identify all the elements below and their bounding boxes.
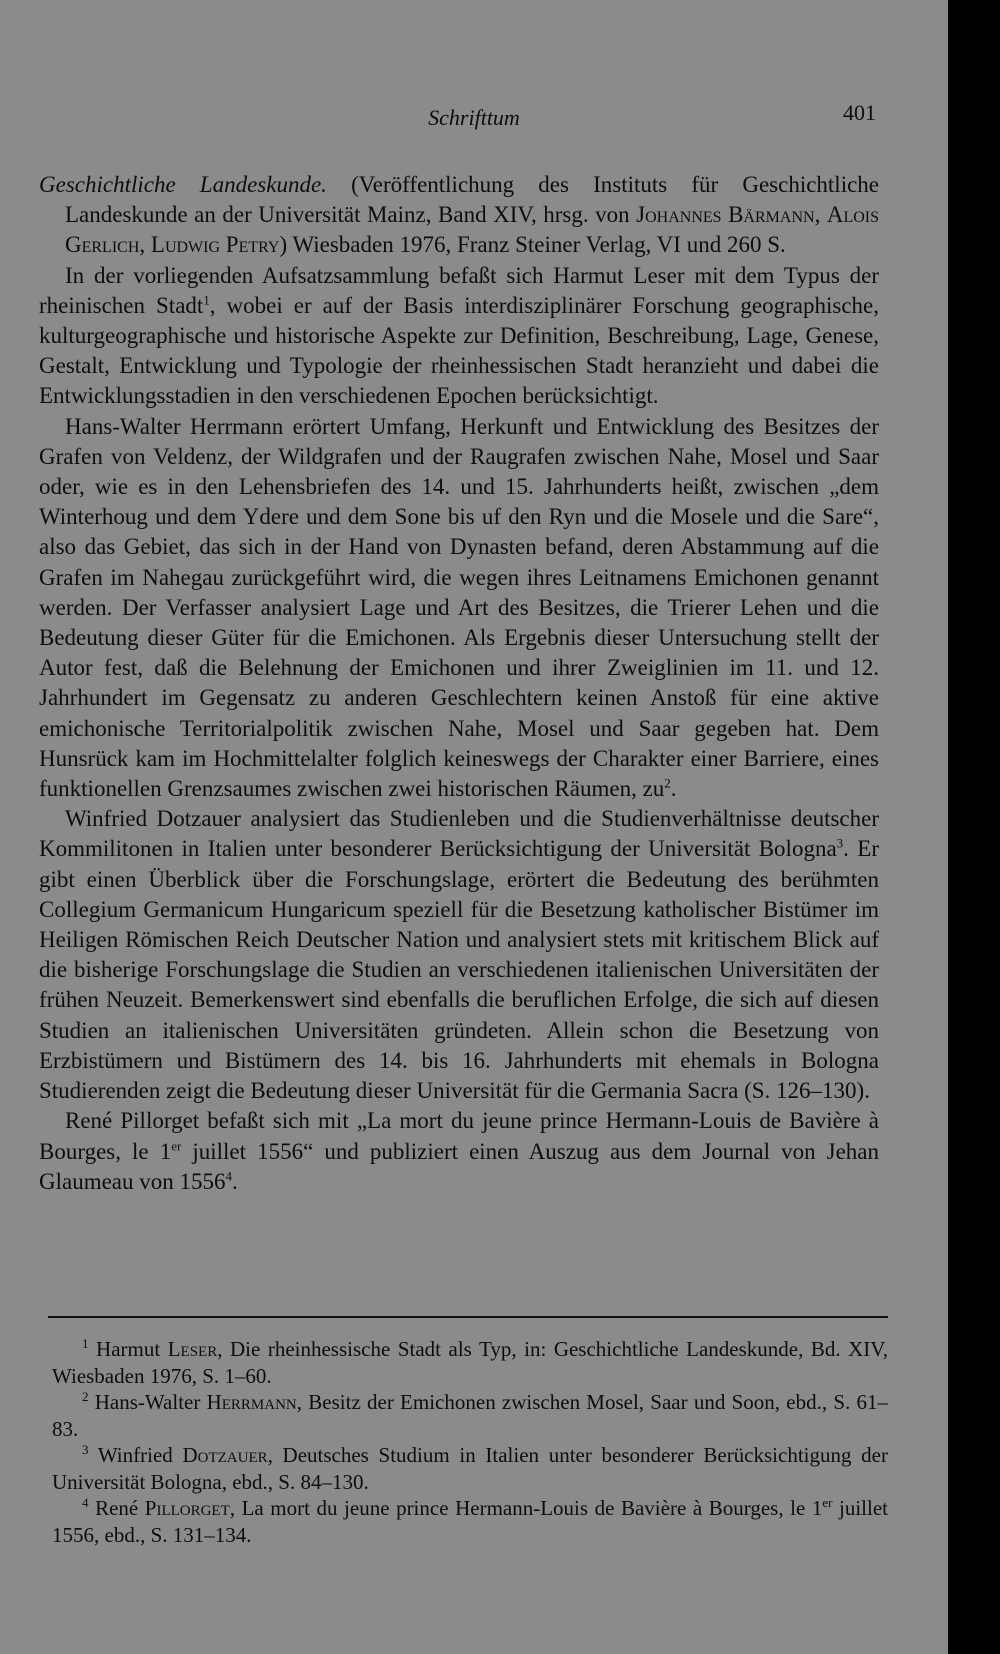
footnote-number: 3 (82, 1442, 89, 1457)
paragraph (39, 804, 879, 1106)
book-title: Geschichtliche Landeskunde. (39, 172, 327, 197)
editor-name: Alois Gerlich (65, 202, 880, 258)
footnote-text: Winfried (97, 1443, 183, 1467)
footnote-number: 2 (82, 1389, 89, 1404)
footnote-ref: 4 (225, 1168, 233, 1184)
superscript: er (171, 1137, 182, 1153)
editor-name: Johannes Bärmann (636, 202, 815, 228)
footnotes (52, 1336, 888, 1548)
footnote-author: Dotzauer (182, 1443, 268, 1467)
footnote-number: 1 (82, 1336, 89, 1351)
footnote-text: , La mort du jeune prince Hermann-Louis de Bavière à Bourges, le 1 (229, 1496, 823, 1520)
footnote-divider (48, 1316, 888, 1318)
paragraph (39, 1106, 879, 1197)
separator: , (139, 232, 151, 258)
footnote (52, 1389, 888, 1442)
footnote-text: Harmut (96, 1337, 168, 1361)
editor-name: Ludwig Petry (150, 232, 280, 258)
review-body (39, 170, 879, 1197)
superscript: er (822, 1495, 833, 1510)
footnote-text: René (95, 1496, 145, 1520)
running-title: Schrifttum (428, 105, 520, 130)
footnote-text: , Die rheinhessische Stadt als Typ, in: Geschichtliche Landeskunde, Bd. XIV, Wiesbaden 1976, S. 1–60. (52, 1337, 889, 1388)
footnote-text: juillet 1556, ebd., S. 131–134. (52, 1496, 888, 1547)
bibliographic-entry (39, 170, 879, 261)
footnote-author: Pillorget (144, 1496, 230, 1520)
paragraph-text: juillet 1556“ und publiziert einen Auszug aus dem Journal von Jehan Glaumeau von 1556 (39, 1138, 880, 1194)
paragraph-text: In der vorliegenden Aufsatzsammlung befaßt sich Harmut Leser mit dem Typus der rheinischen Stadt (39, 262, 879, 318)
footnote-author: Herrmann (206, 1390, 297, 1414)
footnote-text: , Deutsches Studium in Italien unter besonderer Berücksichtigung der Universität Bologna, ebd., S. 84–130. (52, 1443, 888, 1494)
paragraph-text: . (670, 776, 677, 802)
footnote-author: Leser (167, 1337, 218, 1361)
bib-details: (Veröffentlichung des Instituts für Geschichtliche Landeskunde an der Universität Mainz, Band XIV, hrsg. von (65, 172, 880, 228)
footnote-number: 4 (82, 1495, 89, 1510)
footnote-ref: 3 (836, 835, 844, 851)
footnote-ref: 1 (203, 292, 210, 308)
paragraph-text: René Pillorget befaßt sich mit „La mort du jeune prince Hermann-Louis de Bavière à Bourges, le 1 (39, 1108, 879, 1164)
paragraph-text: Hans-Walter Herrmann erörtert Umfang, Herkunft und Entwicklung des Besitzes der Grafen von Veldenz, der Wildgrafen und der Raugrafen zwischen Nahe, Mosel und Saar oder, wie es in den Lehensbriefen des 14. und 15. Jahrhunderts heißt, zwischen „dem Winterhoug und dem Ydere und dem Sone bis uf den Ryn und die Mosele und die Sare“, also das Gebiet, das sich in der Hand von Dynasten befand, deren Abstammung auf die Grafen im Nahegau zurückgeführt wird, die wegen ihres Leitnamens Emichonen genannt werden. Der Verfasser analysiert Lage und Art des Besitzes, die Trierer Lehen und die Bedeutung dieser Güter für die Emichonen. Als Ergebnis dieser Untersuchung stellt der Autor fest, daß die Belehnung der Emichonen und ihrer Zweiglinien im 11. und 12. Jahrhundert im Gegensatz zu anderen Geschlechtern keinen Anstoß für eine aktive emichonische Territorialpolitik zwischen Nahe, Mosel und Saar gegeben hat. Dem Hunsrück kam im Hochmittelalter folglich keineswegs der Charakter einer Barriere, eines funktionellen Grenzsaumes zwischen zwei historischen Räumen, zu (39, 413, 879, 802)
paragraph-text: Winfried Dotzauer analysiert das Studienleben und die Studienverhältnisse deutscher Kommilitonen in Italien unter besonderer Berücksichtigung der Universität Bologna (39, 806, 879, 862)
separator: , (814, 202, 827, 228)
footnote (52, 1336, 888, 1389)
page-number: 401 (843, 100, 876, 125)
paragraph-text: . Er gibt einen Überblick über die Forschungslage, erörtert die Bedeutung des berühmten Collegium Germanicum Hungaricum speziell für die Besetzung katholischer Bistümer im Heiligen Römischen Reich Deutscher Nation und analysiert stets mit kritischem Blick auf die bisherige Forschungslage die Studien an verschiedenen italienischen Universitäten der frühen Neuzeit. Bemerkenswert sind ebenfalls die beruflichen Erfolge, die sich auf diesen Studien an italienischen Universitäten gründeten. Allein schon die Besetzung von Erzbistümern und Bistümern des 14. bis 16. Jahrhunderts mit ehemals in Bologna Studierenden zeigt die Bedeutung dieser Universität für die Germania Sacra (S. 126–130). (39, 836, 880, 1104)
footnote-ref: 2 (664, 775, 671, 791)
footnote (52, 1442, 888, 1495)
footnote-text: , Besitz der Emichonen zwischen Mosel, Saar und Soon, ebd., S. 61–83. (52, 1390, 888, 1441)
paragraph-text: , wobei er auf der Basis interdisziplinärer Forschung geographische, kulturgeographische und historische Aspekte zur Definition, Beschreibung, Lage, Genese, Gestalt, Entwicklung und Typologie der rheinhessischen Stadt heranzieht und dabei die Entwicklungsstadien in den verschiedenen Epochen berücksichtigt. (39, 292, 879, 409)
paragraph (39, 261, 879, 412)
paragraph-text: . (232, 1168, 238, 1194)
footnote-text: Hans-Walter (94, 1390, 207, 1414)
bib-details: ) Wiesbaden 1976, Franz Steiner Verlag, VI und 260 S. (279, 232, 786, 258)
paragraph (39, 412, 879, 805)
footnote (52, 1495, 888, 1548)
